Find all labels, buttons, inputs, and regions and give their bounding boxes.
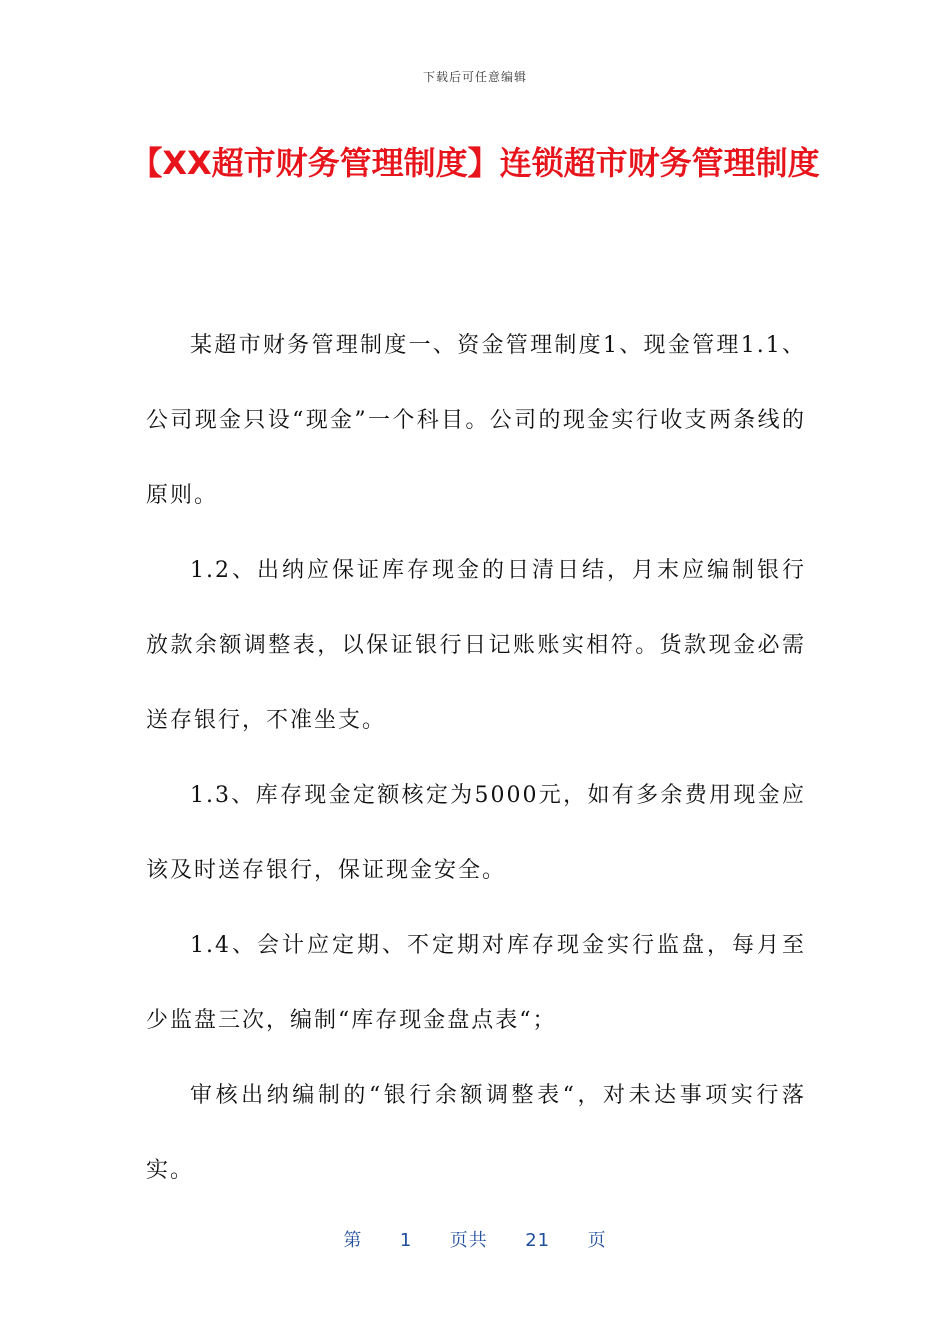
paragraph: 1.3、库存现金定额核定为5000元，如有多余费用现金应该及时送存银行，保证现金安全。 — [146, 783, 806, 883]
paragraph: 某超市财务管理制度一、资金管理制度1、现金管理1.1、公司现金只设“现金”一个科目。公司的现金实行收支两条线的原则。 — [146, 333, 806, 508]
document-title: 【XX超市财务管理制度】连锁超市财务管理制度 — [130, 144, 820, 182]
document-body — [146, 308, 806, 1208]
total-pages-number: 21 — [525, 1230, 551, 1251]
paragraph: 审核出纳编制的“银行余额调整表“，对未达事项实行落实。 — [146, 1083, 806, 1183]
header-note: 下载后可任意编辑 — [422, 70, 527, 84]
page-footer — [0, 1226, 950, 1252]
page-suffix: 页 — [587, 1230, 607, 1251]
paragraph: 1.4、会计应定期、不定期对库存现金实行监盘，每月至少监盘三次，编制“库存现金盘点表“； — [146, 933, 806, 1033]
page-middle-text: 页共 — [449, 1230, 488, 1251]
paragraph: 1.2、出纳应保证库存现金的日清日结，月末应编制银行放款余额调整表，以保证银行日记账账实相符。货款现金必需送存银行，不准坐支。 — [146, 558, 806, 733]
current-page-number: 1 — [399, 1230, 413, 1251]
page-prefix: 第 — [343, 1230, 363, 1251]
